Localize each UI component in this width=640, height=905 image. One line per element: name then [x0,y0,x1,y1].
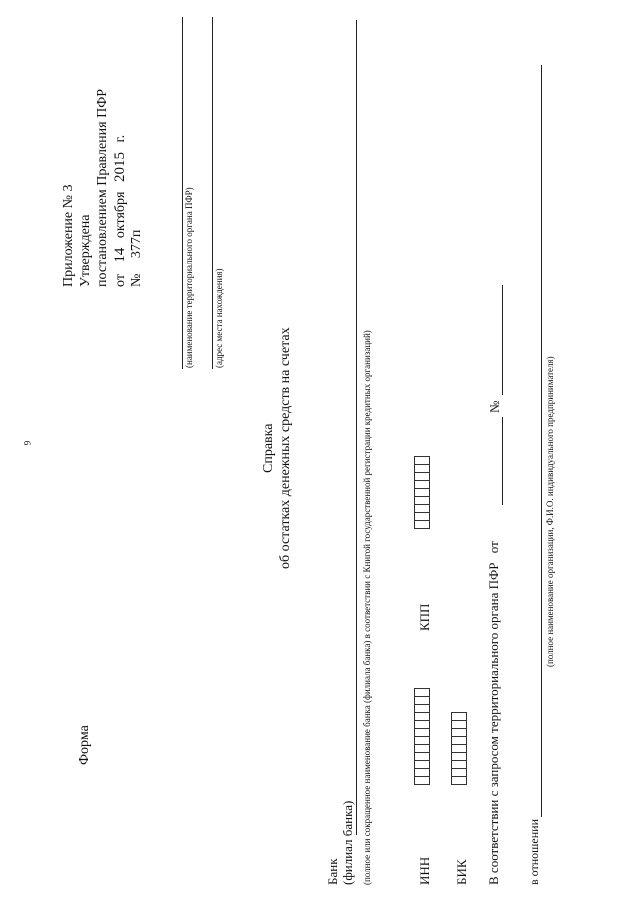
bik-cell[interactable] [451,736,467,745]
date-month: октября [113,191,128,239]
request-date-line[interactable] [502,417,503,505]
inn-cell[interactable] [414,768,430,777]
bank-name-line [356,20,357,835]
inn-cell[interactable] [414,752,430,761]
request-number-line[interactable] [502,285,503,395]
bik-cell[interactable] [451,760,467,769]
number-prefix: № [129,273,144,287]
date-prefix: от [113,274,128,287]
request-text: В соответствии с запросом территориального органа ПФР [486,562,501,885]
kpp-cell[interactable] [414,512,430,521]
bik-cell[interactable] [451,728,467,737]
regarding-label: в отношении [527,818,541,885]
kpp-cell[interactable] [414,520,430,529]
regarding-line[interactable] [541,65,542,817]
recipient-address-line [212,17,213,369]
inn-cell[interactable] [414,712,430,721]
recipient-org-caption: (наименование территориального органа ПФР) [184,187,194,368]
inn-cell[interactable] [414,760,430,769]
inn-cell[interactable] [414,776,430,785]
request-line [487,541,500,885]
request-number-label: № [487,400,502,413]
kpp-cell[interactable] [414,504,430,513]
page-number: 9 [22,440,33,446]
number-value: 377п [129,229,144,259]
inn-cell[interactable] [414,744,430,753]
inn-label: ИНН [417,856,432,885]
bik-label: БИК [454,859,469,885]
recipient-address-caption: (адрес места нахождения) [214,268,224,368]
approval-number [130,230,144,287]
bank-name-caption: (полное или сокращенное наименование банка (филиала банка) в соответствии с Книгой государственной регистрации кредитных организаций) [362,330,372,885]
bik-cell[interactable] [451,752,467,761]
kpp-cell[interactable] [414,456,430,465]
inn-cell[interactable] [414,728,430,737]
bik-cell[interactable] [451,712,467,721]
kpp-cell[interactable] [414,480,430,489]
date-suffix: г. [113,134,128,143]
bank-label: Банк [325,858,340,885]
approved-label: Утверждена [78,214,93,287]
bik-cells[interactable] [451,713,467,785]
bik-cell[interactable] [451,744,467,753]
inn-cell[interactable] [414,720,430,729]
kpp-cells[interactable] [414,457,430,529]
bank-branch-label: (филиал банка) [340,800,355,885]
recipient-org-line [182,17,183,369]
kpp-cell[interactable] [414,464,430,473]
bik-cell[interactable] [451,768,467,777]
date-year: 2015 [112,152,128,182]
kpp-cell[interactable] [414,472,430,481]
inn-cell[interactable] [414,696,430,705]
inn-cell[interactable] [414,688,430,697]
resolution-label: постановлением Правления ПФР [95,88,110,287]
form-label: Форма [77,725,92,765]
request-from-label: от [486,541,501,554]
regarding-caption: (полное наименование организации, Ф.И.О. индивидуального предпринимателя) [545,356,555,667]
inn-cells[interactable] [414,689,430,785]
bik-cell[interactable] [451,776,467,785]
inn-cell[interactable] [414,704,430,713]
kpp-cell[interactable] [414,496,430,505]
document-subtitle: об остатках денежных средств на счетах [278,327,293,569]
date-day: 14 [112,247,128,263]
bik-cell[interactable] [451,720,467,729]
document-title: Справка [261,423,276,473]
appendix-label: Приложение № 3 [61,184,76,287]
approval-date [113,135,128,287]
kpp-label: КПП [417,603,432,631]
inn-cell[interactable] [414,736,430,745]
kpp-cell[interactable] [414,488,430,497]
